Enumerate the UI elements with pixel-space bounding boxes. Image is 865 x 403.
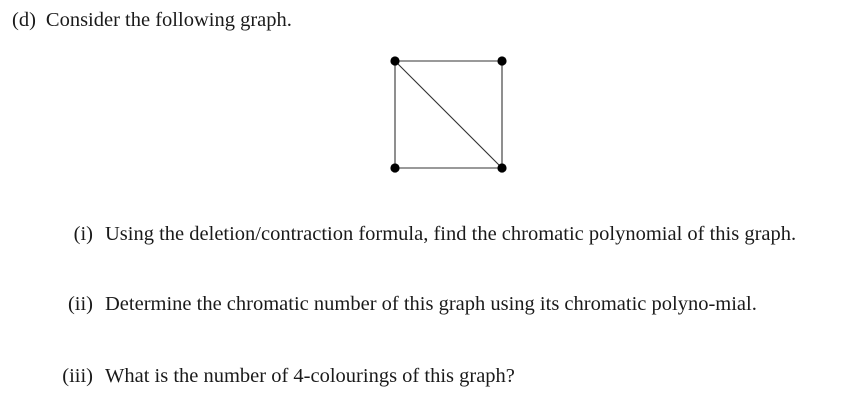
subquestion-label: (ii) (67, 293, 93, 315)
subquestion-label: (iii) (62, 365, 93, 387)
subquestion-iii (62, 362, 849, 390)
subquestion-text: What is the number of 4-colourings of this graph? (105, 365, 515, 387)
question-label: (d) (12, 9, 36, 31)
question-header (12, 6, 292, 34)
graph-diagram (380, 46, 520, 186)
subquestion-text: Using the deletion/contraction formula, find the chromatic polynomial of this graph. (105, 223, 797, 245)
subquestion-label: (i) (73, 223, 93, 245)
graph-vertex-bottom-left (390, 163, 399, 172)
graph-edge-top-left-bottom-right (395, 61, 502, 168)
question-text: Consider the following graph. (45, 9, 292, 31)
graph-edges (395, 61, 502, 168)
subquestion-text: Determine the chromatic number of this graph using its chromatic polyno-mial. (105, 293, 757, 315)
subquestion-i (73, 220, 849, 248)
graph-vertex-top-right (497, 56, 506, 65)
graph-vertex-bottom-right (497, 163, 506, 172)
subquestion-ii (67, 290, 849, 318)
graph-vertex-top-left (390, 56, 399, 65)
